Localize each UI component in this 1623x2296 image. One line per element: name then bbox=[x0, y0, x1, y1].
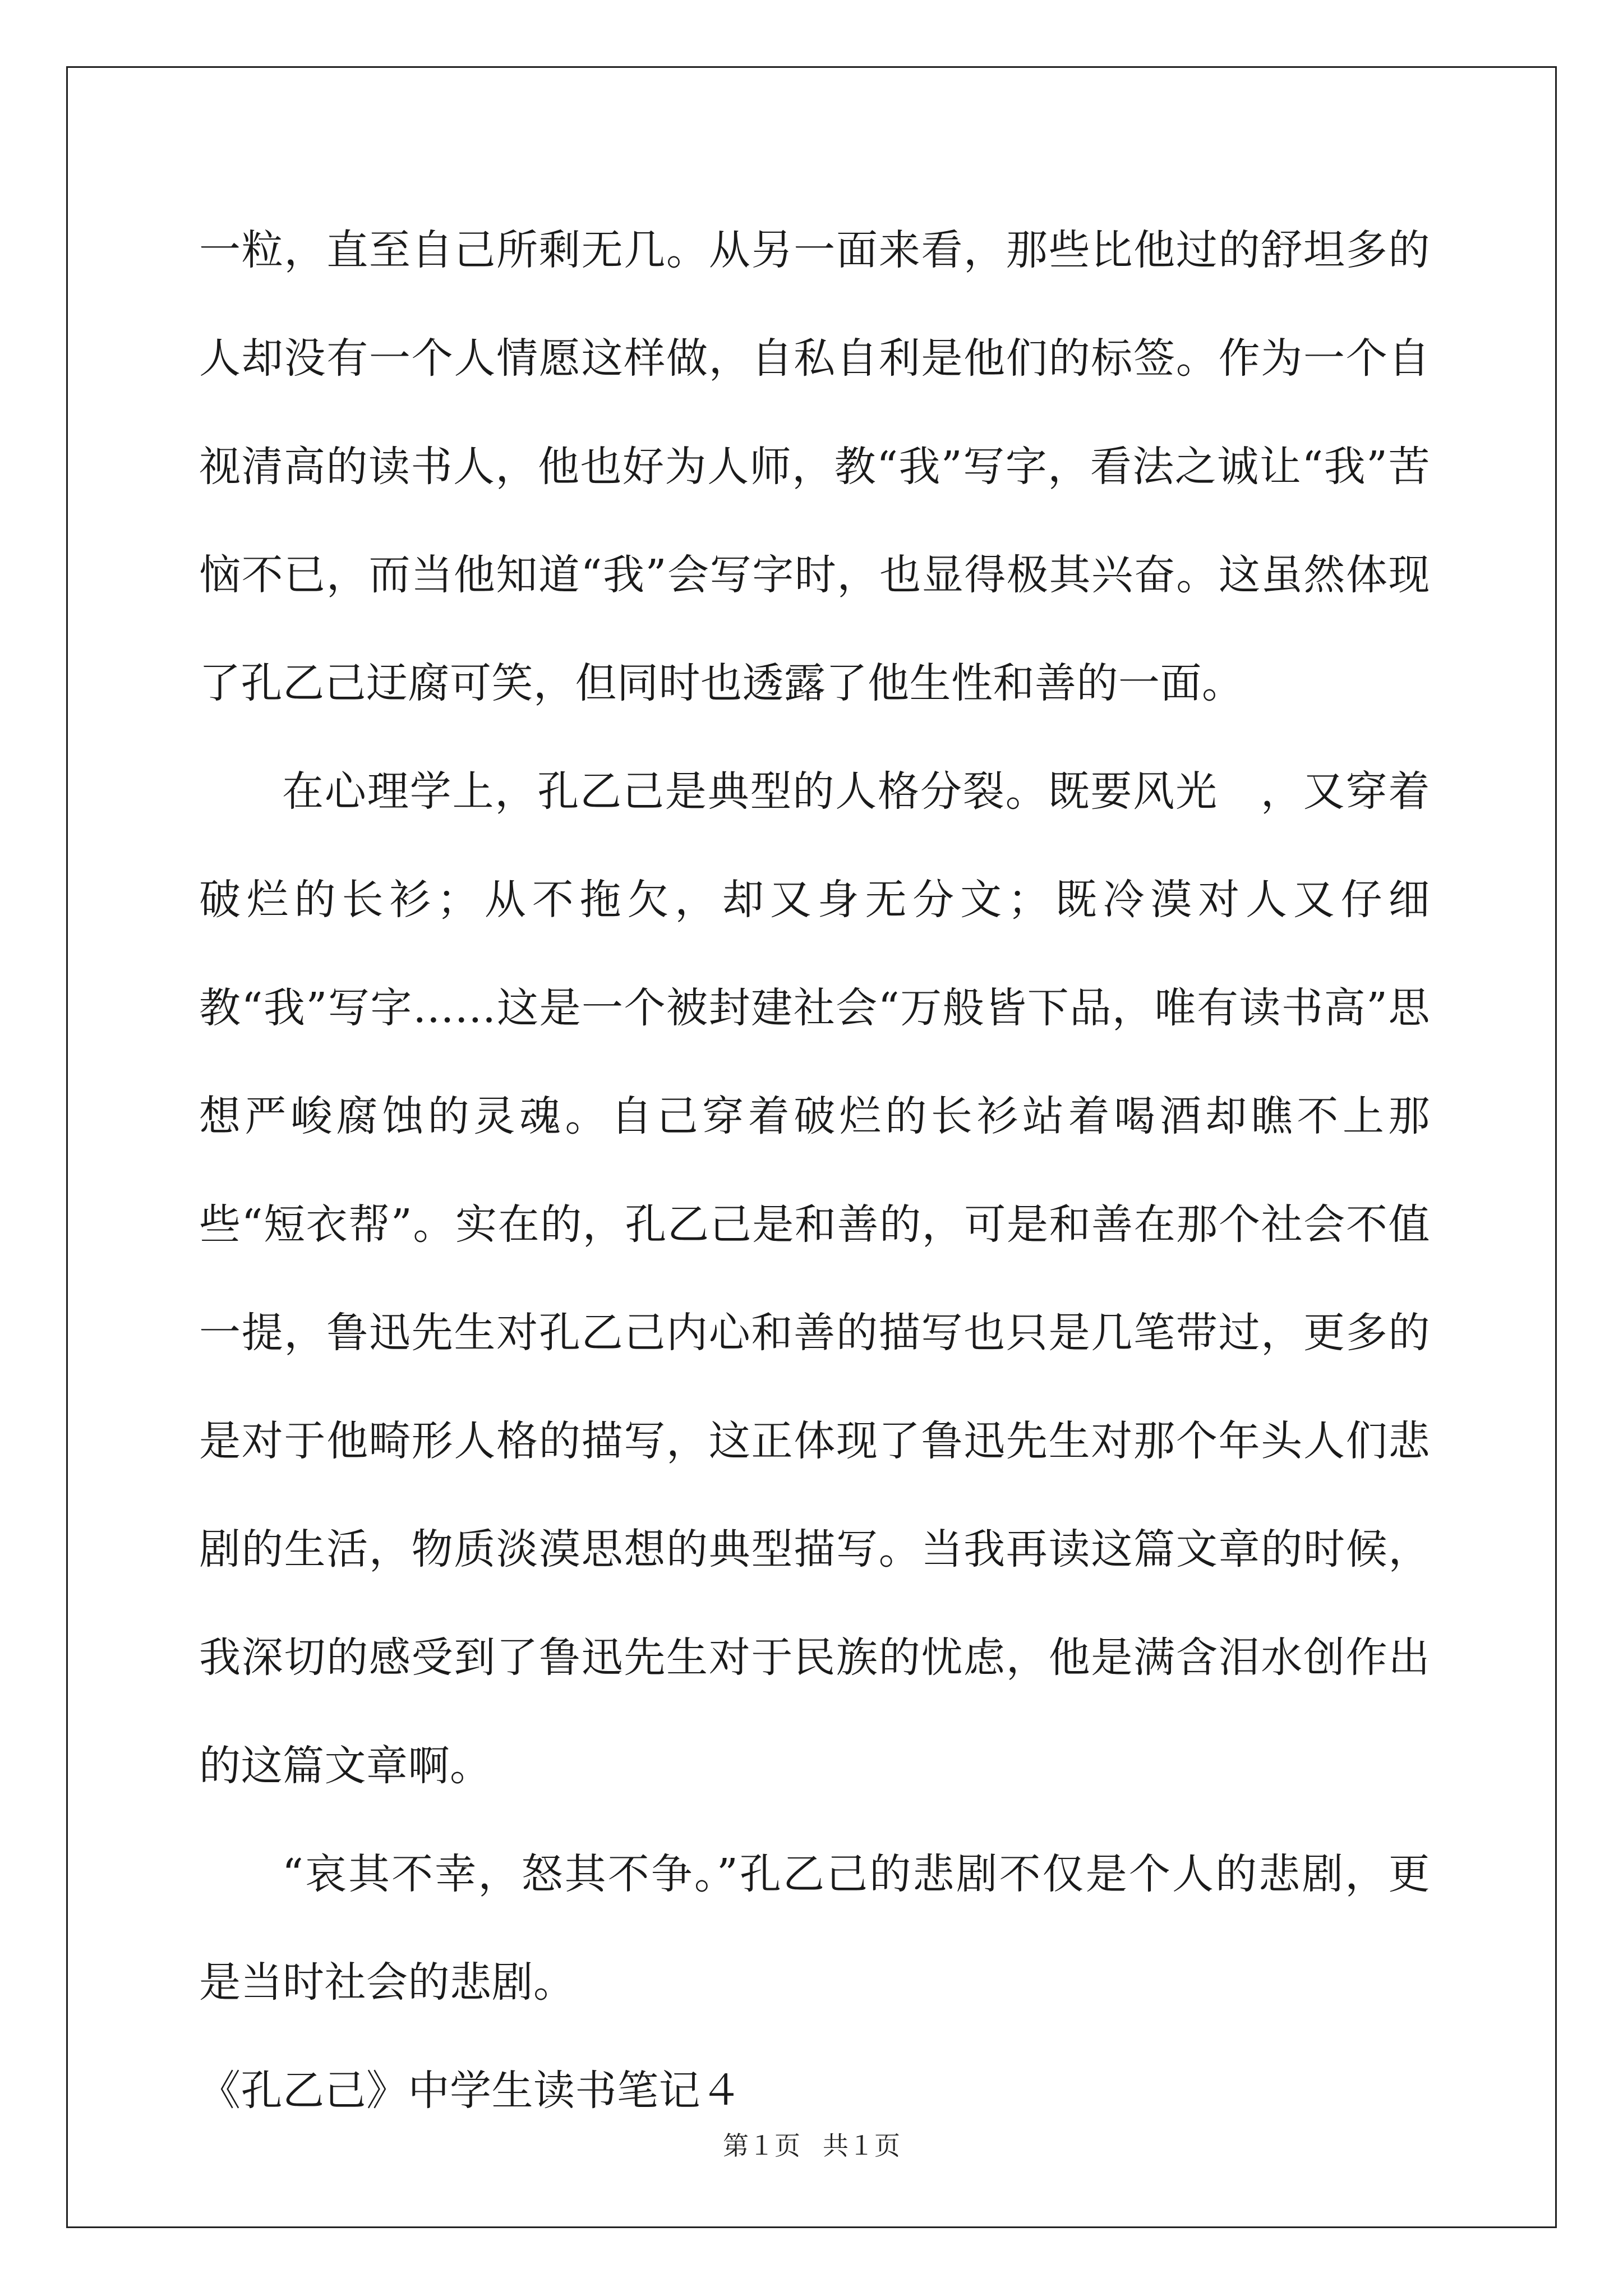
paragraph-1: 一粒，直至自己所剩无几。从另一面来看，那些比他过的舒坦多的人却没有一个人情愿这样做，自私自利是他们的标签。作为一个自视清高的读书人，他也好为人师，教“我”写字，看法之诚让“我”苦恼不已，而当他知道“我”会写字时，也显得极其兴奋。这虽然体现了孔乙己迂腐可笑，但同时也透露了他生性和善的一面。 bbox=[199, 226, 1430, 707]
page-footer bbox=[0, 2129, 1623, 2162]
paragraph-3: “哀其不幸，怒其不争。”孔乙己的悲剧不仅是个人的悲剧，更是当时社会的悲剧。 bbox=[199, 1850, 1430, 2007]
page-total: 共１页 bbox=[823, 2131, 900, 2161]
paragraph-2: 在心理学上，孔乙己是典型的人格分裂。既要风光 ，又穿着破烂的长衫；从不拖欠，却又身无分文；既冷漠对人又仔细教“我”写字……这是一个被封建社会“万般皆下品，唯有读书高”思想严峻腐蚀的灵魂。自己穿着破烂的长衫站着喝酒却瞧不上那些“短衣帮”。实在的，孔乙己是和善的，可是和善在那个社会不值一提，鲁迅先生对孔乙己内心和善的描写也只是几笔带过，更多的是对于他畸形人格的描写，这正体现了鲁迅先生对那个年头人们悲剧的生活，物质淡漠思想的典型描写。当我再读这篇文章的时候，我深切的感受到了鲁迅先生对于民族的忧虑，他是满含泪水创作出的这篇文章啊。 bbox=[199, 767, 1430, 1790]
section-heading: 《孔乙己》中学生读书笔记４ bbox=[199, 2067, 743, 2115]
document-body bbox=[199, 196, 1430, 2145]
page-number: 第１页 bbox=[723, 2131, 800, 2161]
